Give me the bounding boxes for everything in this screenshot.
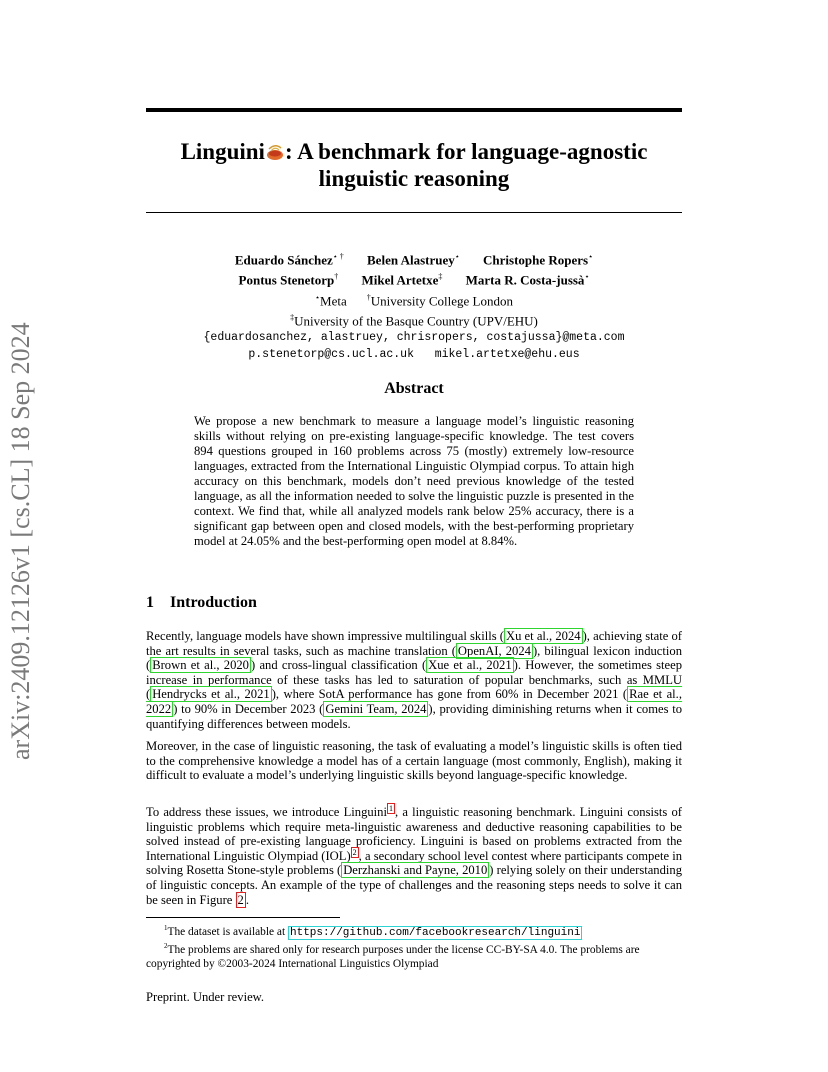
- author-line-1: [146, 248, 682, 268]
- footnotes: [146, 922, 682, 971]
- author-marks: †: [334, 272, 339, 282]
- footnote-link[interactable]: 1: [388, 803, 393, 813]
- citation-link[interactable]: Hendrycks et al., 2021: [152, 687, 270, 702]
- footnote-text: The dataset is available at: [167, 925, 288, 938]
- title-part2: : A benchmark for language-agnostic: [284, 139, 648, 164]
- text-run: ), providing diminishing returns when it comes to quantifying differences between models.: [146, 701, 682, 731]
- text-run: ). However, the sometimes steep increase in performance of these tasks has led to saturation of popular benchmarks, such as MMLU (: [146, 658, 682, 702]
- text-run: , a linguistic reasoning benchmark. Linguini consists of linguistic problems which require meta-linguistic awareness and deductive reasoning capabilities to be solved instead of pre-existing language proficiency. Linguini is based on problems extracted from the International Linguistic Olympiad (IOL): [146, 805, 682, 863]
- author-name: Eduardo Sánchez: [234, 252, 333, 268]
- text-run: To address these issues, we introduce Linguini: [146, 805, 387, 819]
- citation-link[interactable]: Derzhanski and Payne, 2010: [343, 863, 488, 878]
- footnote-text: The problems are shared only for research purposes under the license CC-BY-SA 4.0. The problems are copyrighted by ©2003-2024 International Linguistics Olympiad: [146, 944, 640, 970]
- section-heading: [146, 594, 257, 612]
- author-name: Christophe Ropers: [483, 252, 589, 268]
- affiliation-line-2: [146, 309, 682, 329]
- linguini-logo-icon: [266, 141, 284, 161]
- author-name: Belen Alastruey: [367, 252, 455, 268]
- author-block: [146, 248, 682, 363]
- title-rule-bottom: [146, 212, 682, 213]
- author-name: Pontus Stenetorp: [238, 272, 335, 288]
- author-line-2: [146, 268, 682, 288]
- dataset-url-link[interactable]: https://github.com/facebookresearch/linguini: [290, 926, 581, 939]
- text-run: ) and cross-lingual classification (: [250, 658, 427, 673]
- author-name: Marta R. Costa-jussà: [465, 272, 585, 288]
- footnote-number: 2: [164, 942, 168, 951]
- footnote-link[interactable]: 2: [352, 847, 357, 857]
- text-run: ), achieving state of the art results in several tasks, such as machine translation (: [146, 629, 682, 658]
- intro-paragraph-2: Moreover, in the case of linguistic reasoning, the task of evaluating a model’s linguistic skills is often tied to the comprehensive knowledge a model has of a certain language (most commonly, English), making it difficult to evaluate a model’s underlying linguistic skills beyond language-specific knowledge.: [146, 739, 682, 783]
- affiliation-line-1: [146, 289, 682, 309]
- footnote-1: [146, 922, 682, 940]
- author-marks: ⋆ †: [332, 252, 344, 261]
- section-title: Introduction: [170, 594, 257, 611]
- title-part1: Linguini: [180, 139, 265, 164]
- author-marks: ‡: [438, 272, 443, 282]
- author-name: Mikel Artetxe: [361, 272, 439, 288]
- footnote-2: [146, 940, 682, 971]
- affiliation-mark: ⋆: [315, 292, 321, 302]
- text-run: ) relying solely on their understanding of linguistic concepts. An example of the type of challenges and the reasoning steps needs to solve it can be seen in Figure: [146, 863, 682, 907]
- affiliation-mark: †: [366, 292, 371, 302]
- intro-paragraph-3: [146, 805, 682, 908]
- abstract-heading: Abstract: [384, 380, 444, 397]
- affiliation-mark: ‡: [290, 312, 295, 322]
- email-line-2[interactable]: p.stenetorp@cs.ucl.ac.uk mikel.artetxe@ehu.eus: [248, 348, 580, 362]
- citation-link[interactable]: Rae et al., 2022: [146, 687, 682, 716]
- text-run: ) to 90% in December 2023 (: [173, 701, 324, 716]
- title-line2: linguistic reasoning: [318, 166, 510, 191]
- text-run: , a secondary school level contest where participants compete in solving Rosetta Stone-style problems (: [146, 848, 683, 878]
- title-rule-top: [146, 108, 682, 112]
- text-run: ), where SotA performance has gone from 60% in December 2021 (: [271, 687, 628, 702]
- author-marks: ⋆: [454, 252, 460, 261]
- intro-paragraph-1: [146, 629, 682, 731]
- paper-title: [146, 138, 682, 192]
- email-line-1[interactable]: {eduardosanchez, alastruey, chrisropers, costajussa}@meta.com: [203, 331, 625, 345]
- text-run: .: [245, 892, 249, 907]
- footnote-rule: [146, 917, 340, 918]
- affiliation: University of the Basque Country (UPV/EHU): [294, 313, 538, 329]
- author-marks: ⋆: [588, 252, 594, 261]
- text-run: Recently, language models have shown impressive multilingual skills (: [146, 629, 504, 643]
- citation-link[interactable]: Brown et al., 2020: [152, 658, 249, 673]
- abstract-text: We propose a new benchmark to measure a language model’s linguistic reasoning skills without relying on pre-existing language-specific knowledge. The test covers 894 questions grouped in 160 problems across 75 (mostly) extremely low-resource languages, extracted from the International Linguistic Olympiad corpus. To attain high accuracy on this benchmark, models don’t need previous knowledge of the tested language, as all the information needed to solve the linguistic puzzle is presented in the context. We find that, while all analyzed models rank below 25% accuracy, there is a significant gap between open and closed models, with the best-performing proprietary model at 24.05% and the best-performing open model at 8.84%.: [194, 414, 634, 548]
- author-marks: ⋆: [584, 272, 590, 282]
- citation-link[interactable]: Xu et al., 2024: [505, 629, 581, 643]
- citation-link[interactable]: Gemini Team, 2024: [325, 701, 427, 716]
- citation-link[interactable]: Xue et al., 2021: [428, 658, 512, 673]
- citation-link[interactable]: OpenAI, 2024: [457, 643, 531, 658]
- footnote-number: 1: [164, 924, 168, 932]
- text-run: ), bilingual lexicon induction (: [146, 643, 682, 673]
- arxiv-identifier: arXiv:2409.12126v1 [cs.CL] 18 Sep 2024: [6, 322, 35, 760]
- affiliation: Meta: [320, 292, 347, 308]
- figure-link[interactable]: 2: [237, 892, 244, 907]
- preprint-notice: Preprint. Under review.: [146, 990, 265, 1004]
- affiliation: University College London: [370, 292, 513, 308]
- section-number: 1: [146, 594, 154, 611]
